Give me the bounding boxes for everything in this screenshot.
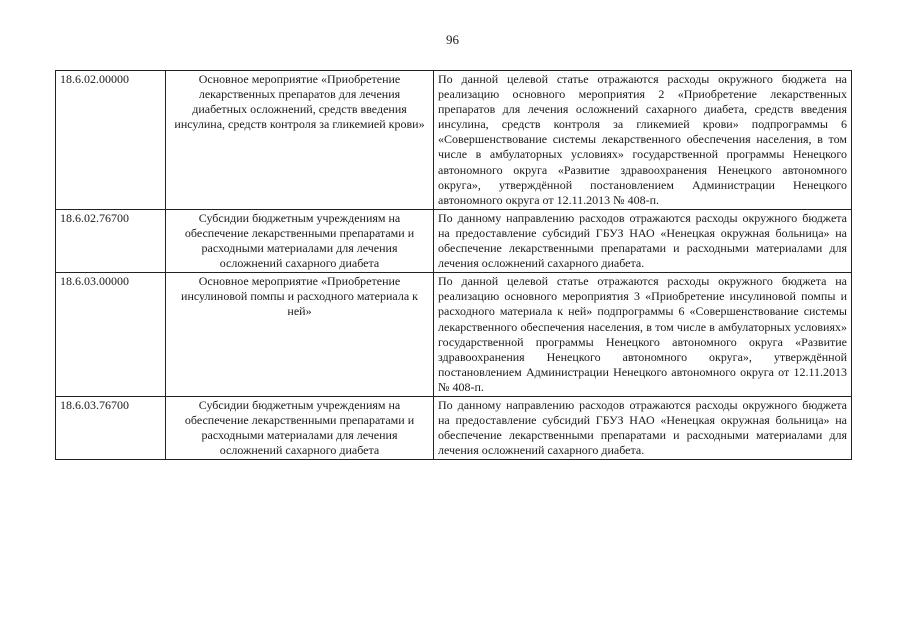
- target-article-description: По данной целевой статье отражаются расходы окружного бюджета на реализацию основного мероприятия 2 «Приобретение лекарственных препаратов для лечения осложнений сахарного диабета, средств введения инсулина, средств контроля за гликемией крови» подпрограммы 6 «Совершенствование системы лекарственного обеспечения населения, в том числе в амбулаторных условиях» государственной программы Ненецкого автономного округа «Развитие здравоохранения Ненецкого автономного округа», утверждённой постановлением Администрации Ненецкого автономного округа от 12.11.2013 № 408-п.: [434, 71, 852, 210]
- table-row: [56, 396, 852, 459]
- table-row: [56, 209, 852, 272]
- target-article-code: 18.6.02.76700: [56, 209, 166, 272]
- target-article-code: 18.6.02.00000: [56, 71, 166, 210]
- target-article-name: Субсидии бюджетным учреждениям на обеспечение лекарственными препаратами и расходными материалами для лечения осложнений сахарного диабета: [166, 396, 434, 459]
- target-article-code: 18.6.03.00000: [56, 273, 166, 397]
- budget-classification-table: [55, 70, 852, 460]
- target-article-name: Основное мероприятие «Приобретение лекарственных препаратов для лечения диабетных осложнений, средств введения инсулина, средств контроля за гликемией крови»: [166, 71, 434, 210]
- page-number: 96: [446, 32, 459, 47]
- target-article-name: Субсидии бюджетным учреждениям на обеспечение лекарственными препаратами и расходными материалами для лечения осложнений сахарного диабета: [166, 209, 434, 272]
- target-article-description: По данному направлению расходов отражаются расходы окружного бюджета на предоставление субсидий ГБУЗ НАО «Ненецкая окружная больница» на обеспечение лекарственными препаратами и расходными материалами для лечения осложнений сахарного диабета.: [434, 396, 852, 459]
- target-article-description: По данной целевой статье отражаются расходы окружного бюджета на реализацию основного мероприятия 3 «Приобретение инсулиновой помпы и расходного материала к ней» подпрограммы 6 «Совершенствование системы лекарственного обеспечения населения, в том числе в амбулаторных условиях» государственной программы Ненецкого автономного округа «Развитие здравоохранения Ненецкого автономного округа», утверждённой постановлением Администрации Ненецкого автономного округа от 12.11.2013 № 408-п.: [434, 273, 852, 397]
- table-row: [56, 273, 852, 397]
- table-row: [56, 71, 852, 210]
- target-article-code: 18.6.03.76700: [56, 396, 166, 459]
- target-article-description: По данному направлению расходов отражаются расходы окружного бюджета на предоставление субсидий ГБУЗ НАО «Ненецкая окружная больница» на обеспечение лекарственными препаратами и расходными материалами для лечения осложнений сахарного диабета.: [434, 209, 852, 272]
- target-article-name: Основное мероприятие «Приобретение инсулиновой помпы и расходного материала к ней»: [166, 273, 434, 397]
